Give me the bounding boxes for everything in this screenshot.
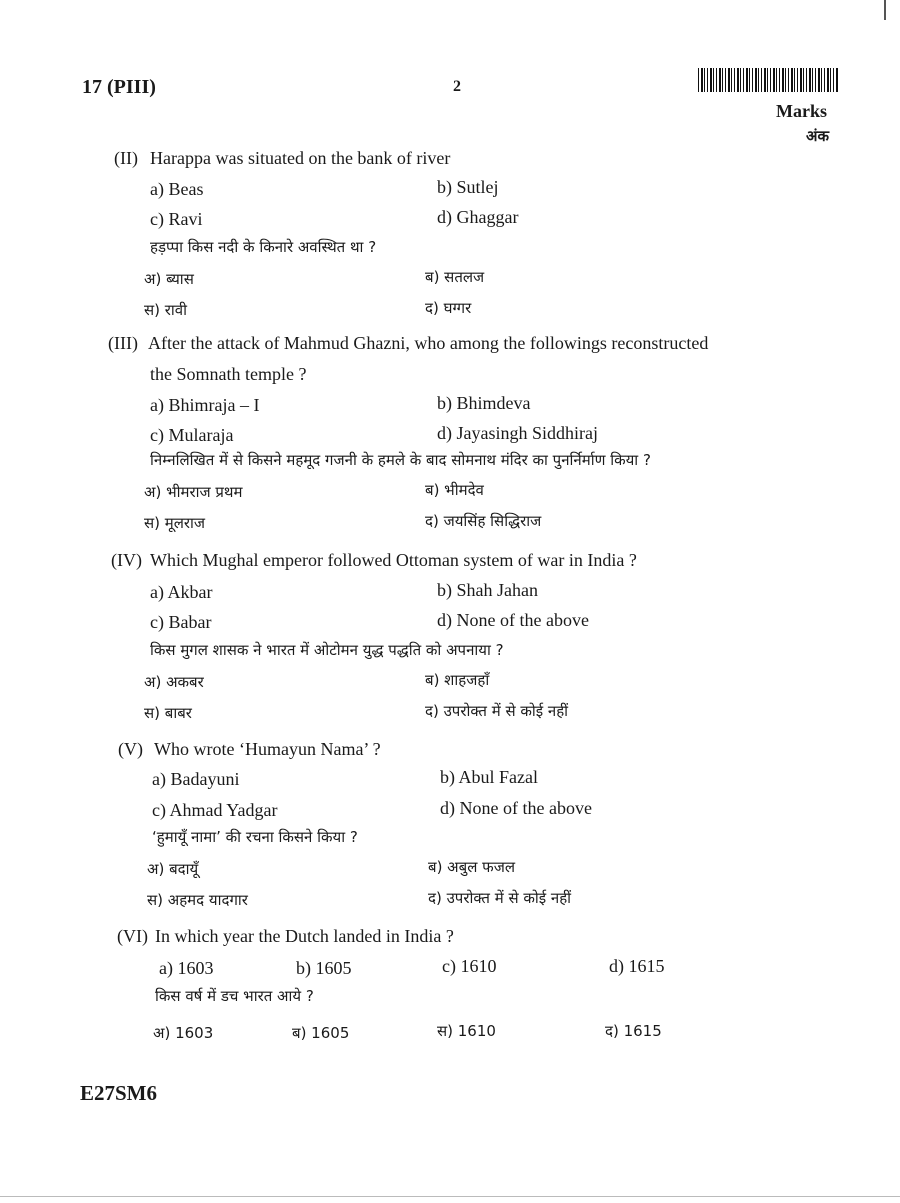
option-c-hi: स) 1610 (437, 1022, 496, 1040)
page-bottom-edge (0, 1196, 900, 1197)
option-c-en: c) 1610 (442, 956, 497, 976)
option-a-en: a) 1603 (159, 958, 214, 978)
marks-label-en: Marks (776, 101, 827, 121)
option-b-hi: ब) भीमदेव (425, 481, 484, 499)
paper-code: 17 (PIII) (82, 76, 156, 98)
option-d-en: d) 1615 (609, 956, 665, 976)
option-a-hi: अ) अकबर (144, 673, 204, 691)
option-a-en: a) Akbar (150, 582, 213, 602)
option-b-hi: ब) 1605 (292, 1024, 350, 1042)
marks-label-hi: अंक (806, 127, 829, 145)
option-a-hi: अ) भीमराज प्रथम (144, 483, 243, 501)
option-b-hi: ब) शाहजहाँ (425, 671, 490, 689)
option-b-hi: ब) अबुल फजल (428, 858, 516, 876)
option-d-hi: द) जयसिंह सिद्धिराज (425, 512, 542, 530)
option-a-en: a) Beas (150, 179, 204, 199)
option-d-en: d) None of the above (440, 798, 592, 818)
question-text-en-line1: After the attack of Mahmud Ghazni, who among the followings reconstructed (148, 333, 709, 353)
question-text-hi: ‘हुमायूँ नामा’ की रचना किसने किया ? (152, 828, 358, 846)
option-c-en: c) Ahmad Yadgar (152, 800, 278, 820)
option-a-hi: अ) 1603 (153, 1024, 214, 1042)
question-text-en: Harappa was situated on the bank of river (150, 148, 451, 168)
option-a-en: a) Bhimraja – I (150, 395, 260, 415)
footer-code: E27SM6 (80, 1081, 158, 1105)
option-d-en: d) Jayasingh Siddhiraj (437, 423, 598, 443)
option-b-en: b) Abul Fazal (440, 767, 538, 787)
option-d-hi: द) घग्गर (425, 299, 472, 317)
option-b-en: b) Shah Jahan (437, 580, 538, 600)
option-c-hi: स) मूलराज (144, 514, 206, 532)
option-b-en: b) Bhimdeva (437, 393, 531, 413)
question-text-en-line2: the Somnath temple ? (150, 364, 307, 384)
option-c-hi: स) रावी (144, 301, 188, 319)
page-number: 2 (453, 78, 461, 95)
question-text-hi: किस वर्ष में डच भारत आये ? (155, 987, 314, 1005)
question-text-hi: हड़प्पा किस नदी के किनारे अवस्थित था ? (150, 238, 377, 256)
question-number: (III) (108, 333, 138, 353)
option-a-hi: अ) बदायूँ (147, 860, 199, 878)
question-number: (II) (114, 148, 138, 168)
question-text-hi: निम्नलिखित में से किसने महमूद गजनी के हमले के बाद सोमनाथ मंदिर का पुनर्निर्माण किया ? (150, 451, 651, 469)
page-edge-mark (884, 0, 886, 20)
option-d-hi: द) उपरोक्त में से कोई नहीं (428, 889, 572, 907)
question-text-en: Which Mughal emperor followed Ottoman system of war in India ? (150, 550, 637, 570)
option-d-hi: द) 1615 (605, 1022, 662, 1040)
option-d-hi: द) उपरोक्त में से कोई नहीं (425, 702, 569, 720)
barcode (698, 68, 838, 92)
option-c-hi: स) अहमद यादगार (147, 891, 248, 909)
option-c-en: c) Mularaja (150, 425, 234, 445)
option-b-en: b) 1605 (296, 958, 352, 978)
option-b-en: b) Sutlej (437, 177, 499, 197)
question-text-hi: किस मुगल शासक ने भारत में ओटोमन युद्ध पद्धति को अपनाया ? (150, 641, 504, 659)
option-b-hi: ब) सतलज (425, 268, 485, 286)
option-d-en: d) Ghaggar (437, 207, 519, 227)
option-d-en: d) None of the above (437, 610, 589, 630)
question-number: (VI) (117, 926, 148, 946)
option-c-en: c) Ravi (150, 209, 203, 229)
option-a-hi: अ) ब्यास (144, 270, 194, 288)
option-a-en: a) Badayuni (152, 769, 240, 789)
option-c-en: c) Babar (150, 612, 212, 632)
question-number: (V) (118, 739, 143, 759)
option-c-hi: स) बाबर (144, 704, 192, 722)
question-text-en: In which year the Dutch landed in India ? (155, 926, 454, 946)
question-number: (IV) (111, 550, 142, 570)
question-text-en: Who wrote ‘Humayun Nama’ ? (154, 739, 381, 759)
